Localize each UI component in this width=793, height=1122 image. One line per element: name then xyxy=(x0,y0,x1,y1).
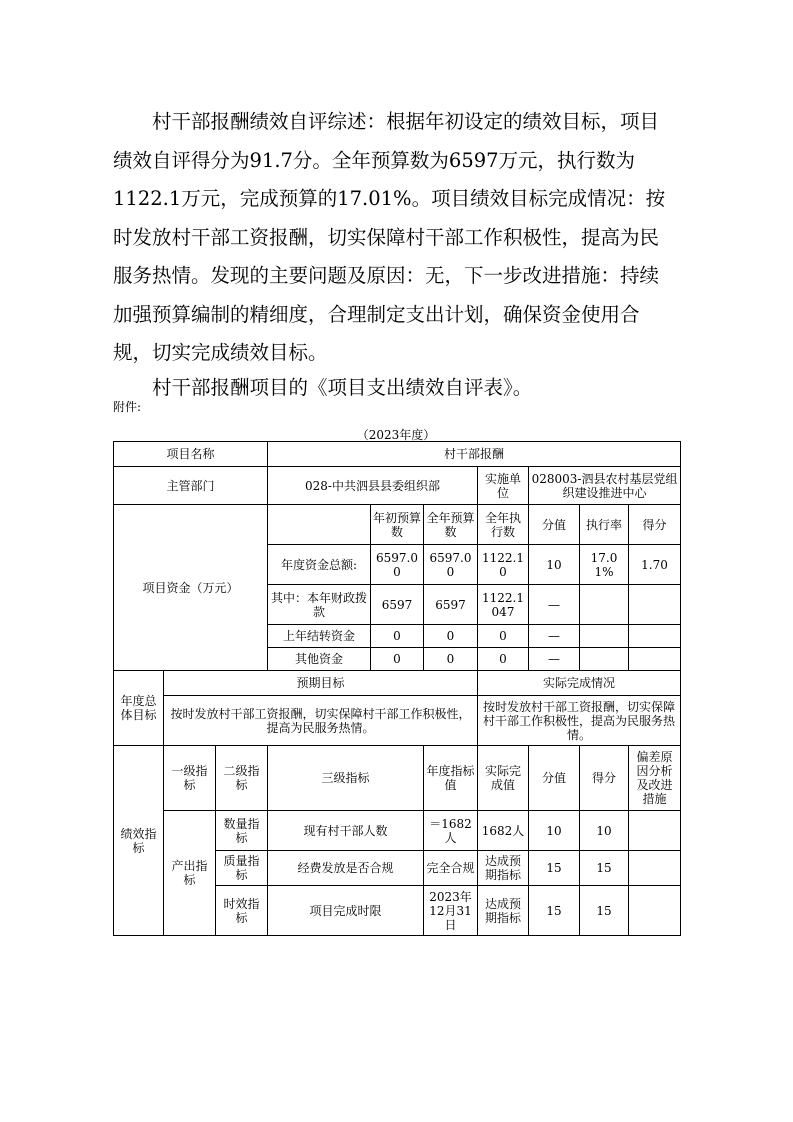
project-name: 村干部报酬 xyxy=(268,442,681,467)
perf-score: 15 xyxy=(580,851,629,886)
self-evaluation-table xyxy=(113,441,681,936)
funds-header: 得分 xyxy=(629,505,681,545)
funds-executed: 0 xyxy=(478,648,529,671)
annual-target: ＝1682人 xyxy=(424,811,478,851)
perf-score: 10 xyxy=(580,811,629,851)
funds-score-value: — xyxy=(529,648,580,671)
annual-target: 完全合规 xyxy=(424,851,478,886)
level3-indicator: 项目完成时限 xyxy=(268,886,424,936)
funds-annual: 0 xyxy=(424,625,478,648)
goals-label: 年度总体目标 xyxy=(114,671,164,746)
level3-indicator: 现有村干部人数 xyxy=(268,811,424,851)
funds-rate xyxy=(580,585,629,625)
dept-value: 028-中共泗县县委组织部 xyxy=(268,467,478,505)
annual-target: 2023年12月31日 xyxy=(424,886,478,936)
summary-paragraph: 村干部报酬绩效自评综述：根据年初设定的绩效目标，项目绩效自评得分为91.7分。全年预算数为6597万元，执行数为1122.1万元，完成预算的17.01%。项目绩效目标完成情况：按时发放村干部工资报酬，切实保障村干部工作积极性，提高为民服务热情。发现的主要问题及原因：无，下一步改进措施：持续加强预算编制的精细度，合理制定支出计划，确保资金使用合规，切实完成绩效目标。 xyxy=(113,110,666,364)
actual-label: 实际完成情况 xyxy=(478,671,681,696)
actual-value: 1682人 xyxy=(478,811,529,851)
level2-indicator: 时效指标 xyxy=(216,886,268,936)
funds-row-label: 其他资金 xyxy=(268,648,371,671)
project-name-label: 项目名称 xyxy=(114,442,268,467)
dept-label: 主管部门 xyxy=(114,467,268,505)
perf-score-value: 15 xyxy=(529,886,580,936)
deviation-note xyxy=(629,851,681,886)
expected-label: 预期目标 xyxy=(164,671,478,696)
funds-header: 年初预算数 xyxy=(371,505,424,545)
level2-indicator: 数量指标 xyxy=(216,811,268,851)
funds-annual: 6597.00 xyxy=(424,545,478,585)
perf-row xyxy=(114,811,681,851)
funds-annual: 6597 xyxy=(424,585,478,625)
attachment-label: 附件: xyxy=(113,400,142,414)
funds-header: 全年执行数 xyxy=(478,505,529,545)
actual-goal: 按时发放村干部工资报酬，切实保障村干部工作积极性，提高为民服务热情。 xyxy=(478,696,681,746)
perf-header: 二级指标 xyxy=(216,746,268,811)
funds-initial: 6597.00 xyxy=(371,545,424,585)
level2-indicator: 质量指标 xyxy=(216,851,268,886)
funds-executed: 1122.1047 xyxy=(478,585,529,625)
perf-header: 三级指标 xyxy=(268,746,424,811)
funds-score: 1.70 xyxy=(629,545,681,585)
perf-score: 15 xyxy=(580,886,629,936)
year-label: （2023年度） xyxy=(356,428,436,442)
perf-score-value: 10 xyxy=(529,811,580,851)
perf-score-value: 15 xyxy=(529,851,580,886)
funds-initial: 6597 xyxy=(371,585,424,625)
table-intro: 村干部报酬项目的《项目支出绩效自评表》。 xyxy=(152,376,533,399)
perf-header: 年度指标值 xyxy=(424,746,478,811)
funds-row-label: 上年结转资金 xyxy=(268,625,371,648)
perf-header: 偏差原因分析及改进措施 xyxy=(629,746,681,811)
funds-row-label: 年度资金总额: xyxy=(268,545,371,585)
funds-header: 全年预算数 xyxy=(424,505,478,545)
funds-header: 执行率 xyxy=(580,505,629,545)
perf-header: 分值 xyxy=(529,746,580,811)
funds-score-value: — xyxy=(529,585,580,625)
funds-row-label: 其中：本年财政拨款 xyxy=(268,585,371,625)
funds-score xyxy=(629,585,681,625)
funds-initial: 0 xyxy=(371,648,424,671)
funds-header-blank xyxy=(268,505,371,545)
perf-header: 得分 xyxy=(580,746,629,811)
funds-rate: 17.01% xyxy=(580,545,629,585)
perf-header: 实际完成值 xyxy=(478,746,529,811)
level3-indicator: 经费发放是否合规 xyxy=(268,851,424,886)
funds-rate xyxy=(580,625,629,648)
funds-header: 分值 xyxy=(529,505,580,545)
impl-value: 028003-泗县农村基层党组织建设推进中心 xyxy=(529,467,681,505)
perf-label: 绩效指标 xyxy=(114,746,164,936)
funds-score-value: — xyxy=(529,625,580,648)
funds-score xyxy=(629,625,681,648)
funds-score xyxy=(629,648,681,671)
actual-value: 达成预期指标 xyxy=(478,851,529,886)
perf-header: 一级指标 xyxy=(164,746,216,811)
deviation-note xyxy=(629,886,681,936)
expected-goal: 按时发放村干部工资报酬，切实保障村干部工作积极性，提高为民服务热情。 xyxy=(164,696,478,746)
actual-value: 达成预期指标 xyxy=(478,886,529,936)
funds-annual: 0 xyxy=(424,648,478,671)
funds-executed: 1122.10 xyxy=(478,545,529,585)
deviation-note xyxy=(629,811,681,851)
funds-executed: 0 xyxy=(478,625,529,648)
impl-label: 实施单位 xyxy=(478,467,529,505)
funds-label: 项目资金（万元） xyxy=(114,505,268,671)
funds-initial: 0 xyxy=(371,625,424,648)
funds-score-value: 10 xyxy=(529,545,580,585)
level1-indicator: 产出指标 xyxy=(164,811,216,936)
funds-rate xyxy=(580,648,629,671)
